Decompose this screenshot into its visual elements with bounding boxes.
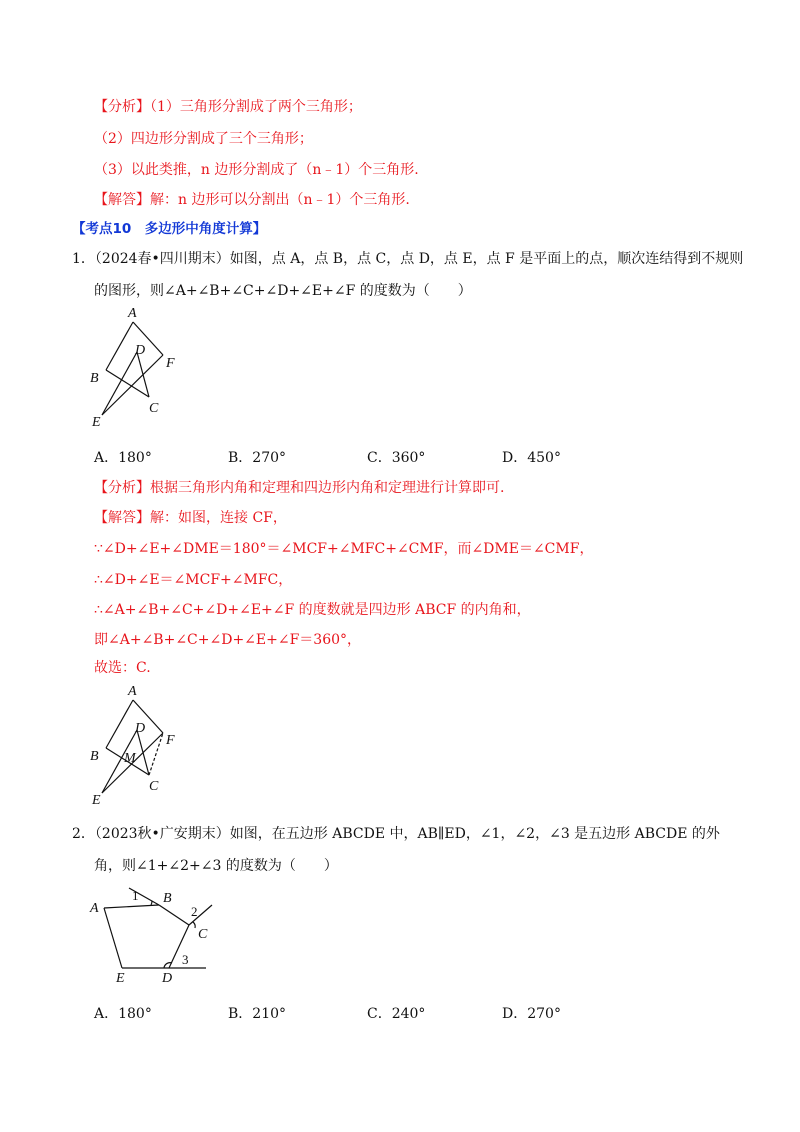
q1-label-a: A (128, 306, 137, 321)
q1-sol-label-a: A (128, 684, 137, 699)
q2-stem-line-2: 角，则∠1+∠2+∠3 的度数为（ ） (94, 858, 338, 874)
q1-sol-label-e: E (92, 793, 101, 808)
q1-solution-line-2: ∵∠D+∠E+∠DME＝180°＝∠MCF+∠MFC+∠CMF，而∠DME＝∠CMF， (94, 541, 594, 557)
q1-label-b: B (90, 371, 99, 386)
q1-solution-line-4: ∴∠A+∠B+∠C+∠D+∠E+∠F 的度数就是四边形 ABCF 的内角和， (94, 602, 531, 618)
q1-stem-line-1: 1．（2024春•四川期末）如图，点 A，点 B，点 C，点 D，点 E，点 F 是平面上的点，顺次连结得到不规则 (72, 251, 744, 267)
q1-label-c: C (149, 401, 159, 416)
q1-sol-label-d: D (135, 721, 146, 736)
q2-option-d: D．270° (502, 1006, 561, 1022)
q1-analysis: 【分析】根据三角形内角和定理和四边形内角和定理进行计算即可. (94, 480, 505, 496)
q1-solution-line-6: 故选：C. (94, 660, 151, 676)
q2-label-e: E (116, 971, 125, 986)
q2-option-b: B．210° (228, 1006, 287, 1022)
q1-sol-label-b: B (90, 749, 99, 764)
q2-stem-line-1: 2．（2023秋•广安期末）如图，在五边形 ABCDE 中，AB∥ED，∠1，∠2，∠3 是五边形 ABCDE 的外 (72, 826, 720, 842)
q1-stem-line-2: 的图形，则∠A+∠B+∠C+∠D+∠E+∠F 的度数为（ ） (94, 283, 472, 299)
q1-option-c: C．360° (367, 450, 426, 466)
q2-label-2: 2 (191, 904, 198, 919)
analysis-line-3: （3）以此类推，n 边形分割成了（n﹣1）个三角形. (94, 162, 419, 178)
analysis-line-1: 【分析】（1）三角形分割成了两个三角形； (94, 99, 362, 115)
q1-solution-line-1: 【解答】解：如图，连接 CF， (94, 510, 287, 526)
q1-solution-line-3: ∴∠D+∠E＝∠MCF+∠MFC， (94, 572, 293, 588)
q2-option-a: A．180° (94, 1006, 152, 1022)
q2-label-d: D (162, 971, 173, 986)
q2-pentagon-figure (84, 880, 224, 990)
analysis-line-2: （2）四边形分割成了三个三角形； (94, 131, 313, 147)
q1-solution-figure (84, 680, 194, 810)
section-title: 【考点10 多边形中角度计算】 (72, 221, 267, 237)
q2-option-c: C．240° (367, 1006, 426, 1022)
q2-label-3: 3 (182, 952, 189, 967)
q2-label-a: A (90, 901, 99, 916)
q1-figure (84, 302, 194, 432)
q1-label-e: E (92, 415, 101, 430)
q1-label-f: F (166, 356, 175, 371)
q1-option-b: B．270° (228, 450, 287, 466)
q1-option-d: D．450° (502, 450, 561, 466)
q2-label-1: 1 (132, 888, 139, 903)
q2-label-b: B (163, 891, 172, 906)
q1-sol-label-f: F (166, 733, 175, 748)
q1-label-d: D (135, 343, 146, 358)
q1-sol-label-c: C (149, 779, 159, 794)
q1-option-a: A．180° (94, 450, 152, 466)
q2-label-c: C (198, 927, 208, 942)
q1-solution-line-5: 即∠A+∠B+∠C+∠D+∠E+∠F＝360°， (94, 632, 362, 648)
q1-sol-label-m: M (124, 751, 136, 766)
solution-line: 【解答】解：n 边形可以分割出（n﹣1）个三角形. (94, 192, 410, 208)
